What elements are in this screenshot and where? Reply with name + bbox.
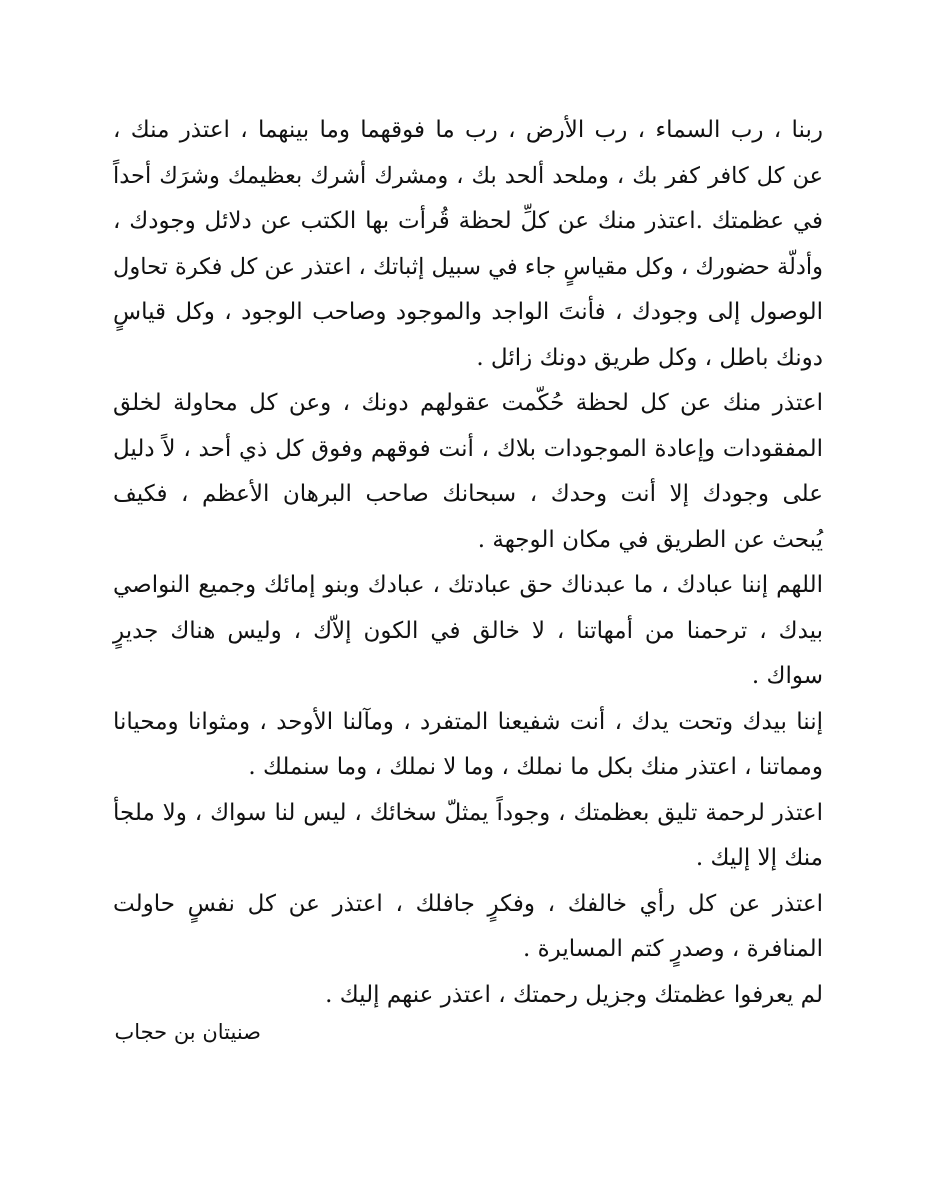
text-line: عن كل كافر كفر بك ، وملحد ألحد بك ، ومشرك أشرك بعظيمك وشرَك أحداً [113,162,823,189]
text-line: اعتذر منك عن كل لحظة حُكّمت عقولهم دونك ، وعن كل محاولة لخلق [113,390,823,416]
text-line: في عظمتك .اعتذر منك عن كلِّ لحظة قُرأت بها الكتب عن دلائل وجودك ، [113,208,823,234]
text-line: سواك . [751,663,823,689]
text-line: اللهم إننا عبادك ، ما عبدناك حق عبادتك ، عبادك وبنو إمائك وجميع النواصي [113,572,823,598]
text-line: لم يعرفوا عظمتك وجزيل رحمتك ، اعتذر عنهم إليك . [325,981,823,1008]
text-line: وأدلّة حضورك ، وكل مقياسٍ جاء في سبيل إثباتك ، اعتذر عن كل فكرة تحاول [113,253,823,280]
paragraph [113,563,823,700]
text-line: اعتذر لرحمة تليق بعظمتك ، وجوداً يمثلّ سخائك ، ليس لنا سواك ، ولا ملجأ [113,799,823,826]
text-line: بيدك ، ترحمنا من أمهاتنا ، لا خالق في الكون إلاّك ، وليس هناك جديرٍ [113,617,823,644]
text-line: منك إلا إليك . [695,845,823,871]
paragraph [113,973,823,1019]
paragraph [113,791,823,882]
text-line: اعتذر عن كل رأي خالفك ، وفكرٍ جافلك ، اعتذر عن كل نفسٍ حاولت [113,890,823,917]
poem-text [113,108,823,1018]
paragraph [113,108,823,381]
text-line: المنافرة ، وصدرٍ كتم المسايرة . [522,936,823,962]
text-line: ومماتنا ، اعتذر منك بكل ما نملك ، وما لا نملك ، وما سنملك . [248,754,823,780]
text-line: الوصول إلى وجودك ، فأنتَ الواجد والموجود وصاحب الوجود ، وكل قياسٍ [113,299,823,325]
paragraph [113,700,823,791]
text-line: على وجودك إلا أنت وحدك ، سبحانك صاحب البرهان الأعظم ، فكيف [113,481,823,507]
paragraph [113,381,823,563]
text-line: دونك باطل ، وكل طريق دونك زائل . [476,344,823,371]
paragraph [113,882,823,973]
text-line: يُبحث عن الطريق في مكان الوجهة . [477,526,823,553]
text-line: المفقودات وإعادة الموجودات بلاك ، أنت فوقهم وفوق كل ذي أحد ، لاً دليل [113,435,823,462]
text-line: إننا بيدك وتحت يدك ، أنت شفيعنا المتفرد ، ومآلنا الأوحد ، ومثوانا ومحيانا [113,708,823,735]
text-line: ربنا ، رب السماء ، رب الأرض ، رب ما فوقهما وما بينهما ، اعتذر منك ، [113,117,823,143]
author-signature: صنيتان بن حجاب [114,1020,261,1044]
